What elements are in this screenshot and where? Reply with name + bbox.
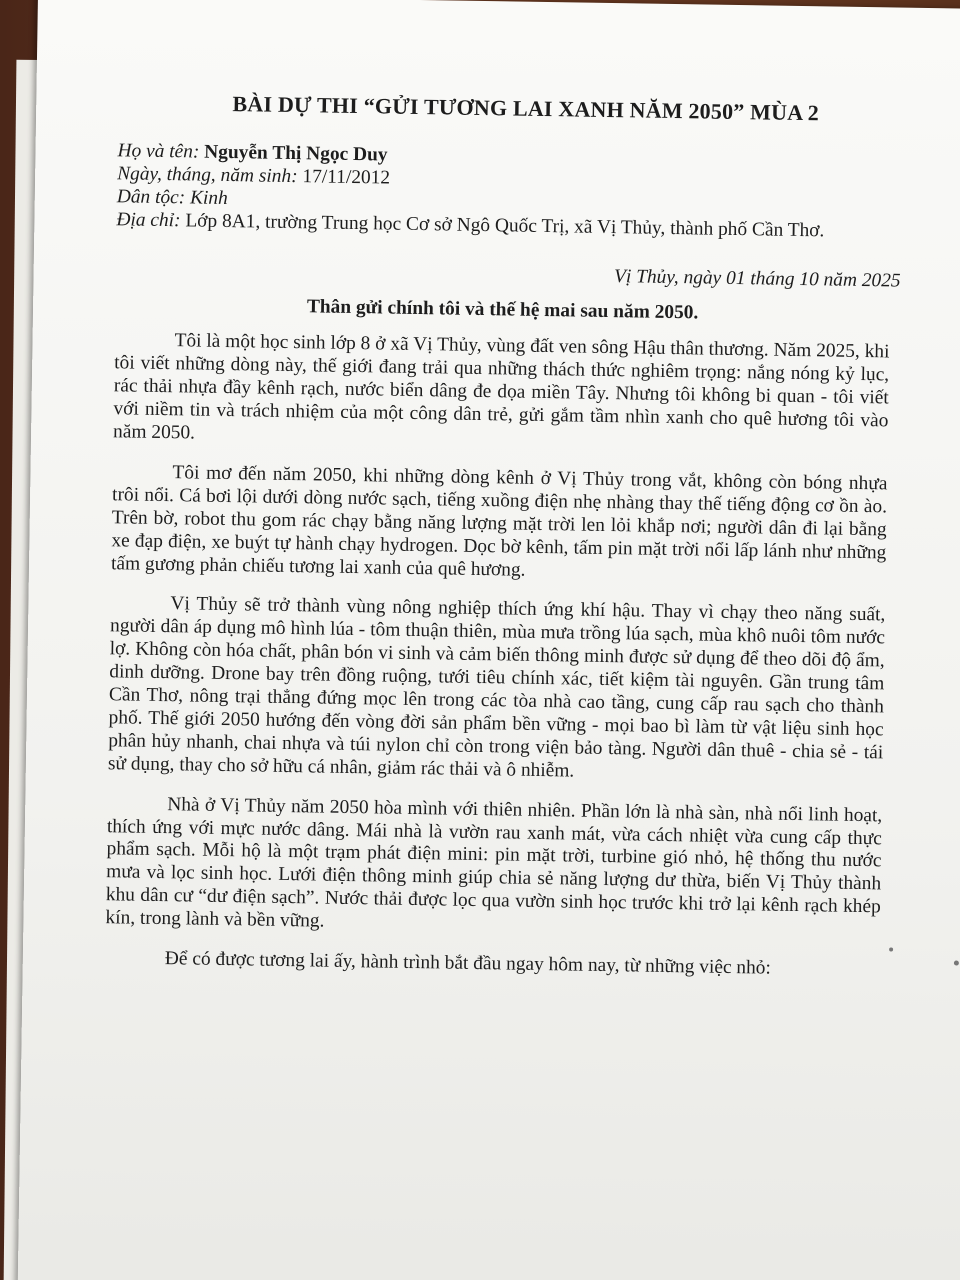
paragraph: Nhà ở Vị Thủy năm 2050 hòa mình với thiên nhiên. Phần lớn là nhà sàn, nhà nổi linh hoạt, thích ứng với mực nước dâng. Mái nhà là vườn rau xanh mát, vừa cách nhiệt vừa cung cấp thực phẩm sạch. Mỗi hộ là một trạm phát điện mini: pin mặt trời, turbine gió nhỏ, hệ thống thu nước mưa và lọc sinh học. Lưới điện thông minh giúp chia sẻ năng lượng dư thừa, biến Vị Thủy thành khu dân cư “dư điện sạch”. Nước thải được lọc qua vườn sinh học trước khi trở lại kênh rạch khép kín, trong lành và bền vững. — [105, 793, 883, 932]
author-info — [116, 140, 892, 244]
document-page — [17, 0, 960, 1280]
paragraph: Để có được tương lai ấy, hành trình bắt đầu ngay hôm nay, từ những việc nhỏ: — [164, 948, 772, 979]
document-title: BÀI DỰ THI “GỬI TƯƠNG LAI XANH NĂM 2050” MÙA 2 — [232, 91, 820, 126]
name-label: Họ và tên: — [117, 140, 200, 163]
punch-mark — [889, 947, 893, 951]
ethnicity-value: Kinh — [189, 187, 228, 209]
dob-label: Ngày, tháng, năm sinh: — [117, 163, 298, 187]
paragraph: Tôi mơ đến năm 2050, khi những dòng kênh ở Vị Thủy trong vắt, không còn bóng nhựa trôi nổi. Cá bơi lội dưới dòng nước sạch, tiếng xuồng điện nhẹ nhàng thay thế tiếng động cơ ồn ào. Trên bờ, robot thu gom rác chạy bằng năng lượng mặt trời len lỏi khắp nơi; người dân đi lại bằng xe đạp điện, xe buýt tự hành chạy hydrogen. Dọc bờ kênh, tấm pin mặt trời nổi lấp lánh như những tấm gương phản chiếu tương lai xanh của quê hương. — [110, 462, 888, 581]
address-label: Địa chỉ: — [116, 208, 181, 231]
name-value: Nguyễn Thị Ngọc Duy — [204, 141, 388, 166]
punch-mark — [954, 961, 959, 966]
paragraph: Tôi là một học sinh lớp 8 ở xã Vị Thủy, vùng đất ven sông Hậu thân thương. Năm 2025, khi tôi viết những dòng này, thế giới đang trải qua những thách thức nghiêm trọng: nắng nóng kỷ lục, rác thải nhựa đầy kênh rạch, nước biển dâng đe dọa miền Tây. Nhưng tôi không bi quan - tôi viết với niềm tin và trách nhiệm của một công dân trẻ, gửi gắm tầm nhìn xanh cho quê hương tôi vào năm 2050. — [112, 330, 890, 444]
ethnicity-label: Dân tộc: — [116, 185, 186, 209]
document-content — [104, 91, 901, 999]
address-value: Lớp 8A1, trường Trung học Cơ sở Ngô Quốc Trị, xã Vị Thủy, thành phố Cần Thơ. — [185, 209, 825, 242]
greeting: Thân gửi chính tôi và thế hệ mai sau năm 2050. — [306, 296, 699, 324]
place-date: Vị Thủy, ngày 01 tháng 10 năm 2025 — [613, 265, 901, 292]
dob-value: 17/11/2012 — [302, 165, 391, 189]
paragraph: Vị Thủy sẽ trở thành vùng nông nghiệp thích ứng khí hậu. Thay vì chạy theo năng suất, người dân áp dụng mô hình lúa - tôm thuận thiên, mùa mưa trồng lúa sạch, mùa khô nuôi tôm nước lợ. Không còn hóa chất, phân bón vi sinh và cảm biến thông minh được sử dụng để theo dõi độ ẩm, dinh dưỡng. Drone bay trên đồng ruộng, tưới tiêu chính xác, tiết kiệm tài nguyên. Gần trung tâm Cần Thơ, nông trại thẳng đứng mọc lên trong các tòa nhà cao tầng, cung cấp rau sạch cho thành phố. Thế giới 2050 hướng đến vòng đời sản phẩm bền vững - mọi bao bì làm từ vật liệu sinh học phân hủy nhanh, chai nhựa và túi nylon chỉ còn trong viện bảo tàng. Người dân thuê - chia sẻ - tái sử dụng, thay cho sở hữu cá nhân, giảm rác thải và ô nhiễm. — [107, 593, 886, 782]
